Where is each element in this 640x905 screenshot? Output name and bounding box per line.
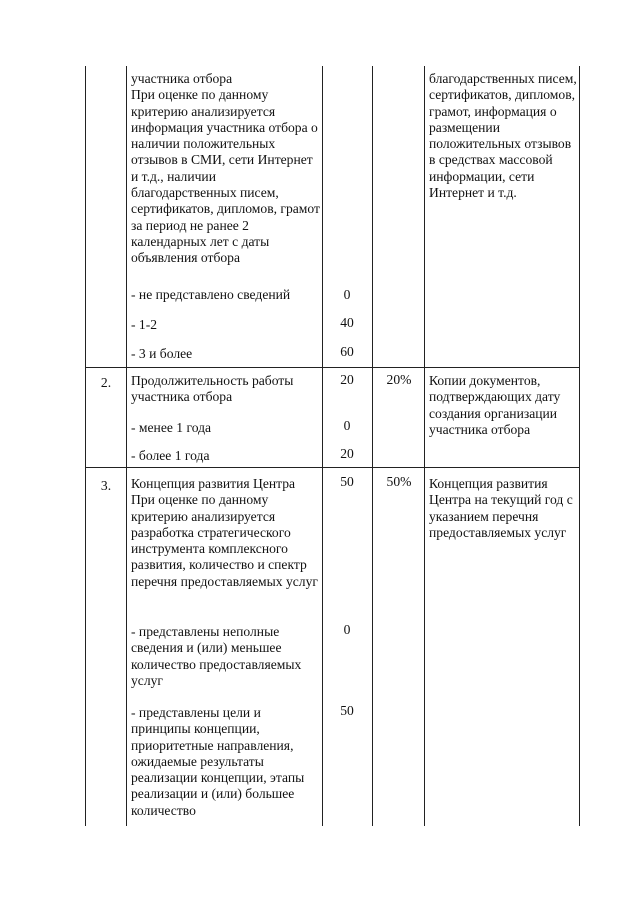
criterion-text: Продолжительность работы участника отбора (131, 373, 294, 405)
table-row-border (85, 367, 580, 368)
table-row-border (85, 467, 580, 468)
option-label: - не представлено сведений (131, 287, 291, 302)
table-divider-weight (424, 66, 425, 826)
option-label: - представлены неполные сведения и (или) меньшее количество предоставляемых услуг (131, 624, 302, 688)
criterion-text: участника отбора При оценке по данному критерию анализируется информация участника отбора о наличии положительных отзывов в СМИ, сети Интернет и т.д., наличии благодарственных писем, сертификатов, дипломов, грамот за период не ранее 2 календарных лет с даты объявления отбора (131, 71, 320, 266)
row-number: 2. (100, 375, 112, 390)
table-divider-score (372, 66, 373, 826)
max-score: 50 (340, 474, 354, 489)
option-label: - более 1 года (131, 448, 210, 463)
documents-text: Копии документов, подтверждающих дату создания организации участника отбора (429, 373, 561, 437)
option-label: - представлены цели и принципы концепции, приоритетные направления, ожидаемые результаты реализации концепции, этапы реализации и (или) большее количество (131, 705, 305, 818)
table-divider-criterion (322, 66, 323, 826)
option-label: - менее 1 года (131, 420, 212, 435)
documents-text: благодарственных писем, сертификатов, дипломов, грамот, информация о размещении положительных отзывов в средствах массовой информации, сети Интернет и т.д. (429, 71, 577, 201)
option-score: 60 (340, 344, 354, 359)
weight-percent: 20% (386, 372, 412, 387)
row-number: 3. (100, 478, 112, 493)
option-score: 50 (340, 703, 354, 718)
documents-text: Концепция развития Центра на текущий год с указанием перечня предоставляемых услуг (429, 476, 573, 540)
table-divider-num (126, 66, 127, 826)
max-score: 20 (340, 372, 354, 387)
option-score: 0 (343, 418, 351, 433)
option-score: 0 (343, 287, 351, 302)
option-score: 0 (343, 622, 351, 637)
option-label: - 3 и более (131, 346, 193, 361)
option-score: 40 (340, 315, 354, 330)
weight-percent: 50% (386, 474, 412, 489)
option-score: 20 (340, 446, 354, 461)
option-label: - 1-2 (131, 317, 158, 332)
table-border-right (579, 66, 580, 826)
table-border-left (85, 66, 86, 826)
criterion-text: Концепция развития Центра При оценке по данному критерию анализируется разработка стратегического инструмента комплексного развития, количество и спектр перечня предоставляемых услуг (131, 476, 318, 589)
